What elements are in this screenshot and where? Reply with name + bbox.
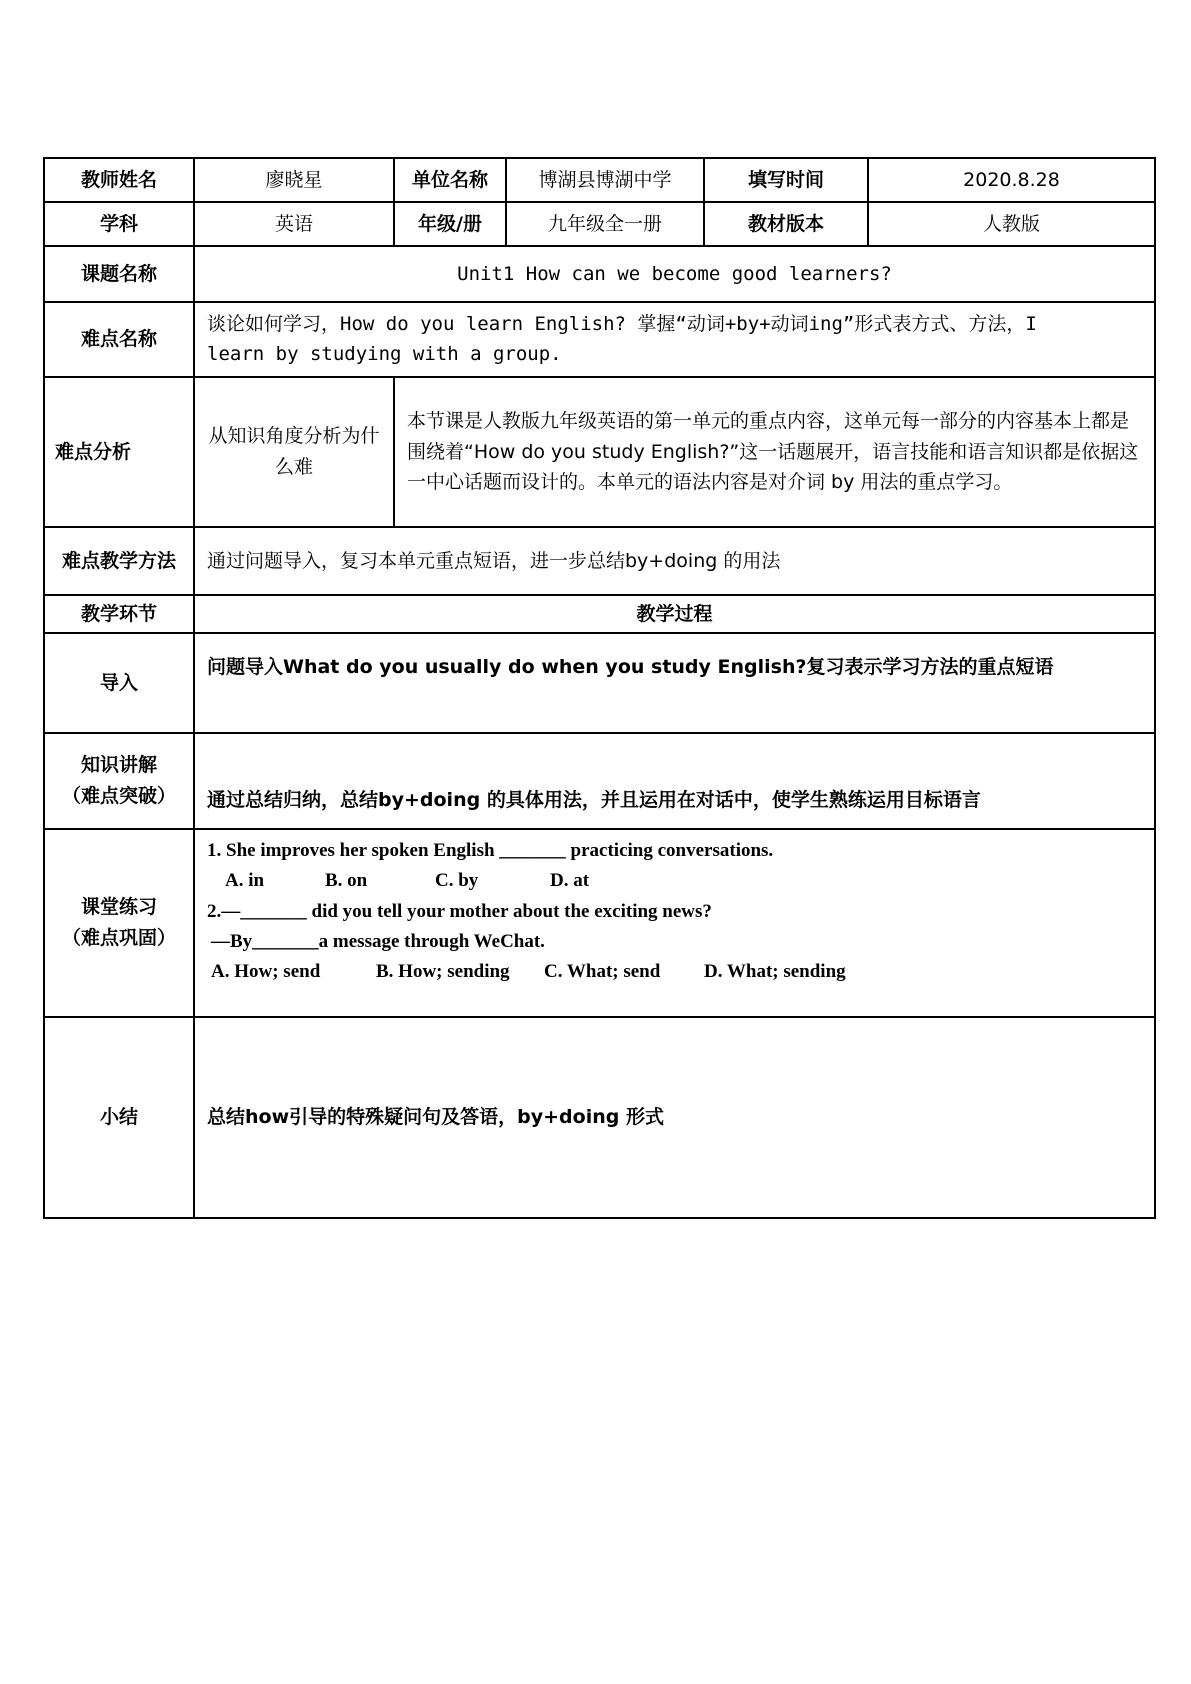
difficulty-line-2: learn by studying with a group. <box>207 343 562 366</box>
teacher-name-value: 廖晓星 <box>194 158 394 202</box>
stage-label: 教学环节 <box>44 595 194 633</box>
q2-option-c: C. What; send <box>544 961 661 983</box>
knowledge-label-line-1: 知识讲解 <box>80 754 157 777</box>
summary-label: 小结 <box>44 1017 194 1218</box>
subject-value: 英语 <box>194 202 394 246</box>
practice-exercises <box>194 829 1155 1017</box>
lesson-plan-document <box>43 157 1154 1211</box>
teacher-name-label: 教师姓名 <box>44 158 194 202</box>
knowledge-row <box>44 733 1155 829</box>
analysis-sub-label: 从知识角度分析为什么难 <box>194 377 394 527</box>
analysis-label: 难点分析 <box>44 377 194 527</box>
knowledge-label <box>44 733 194 829</box>
intro-value: 问题导入What do you usually do when you study English?复习表示学习方法的重点短语 <box>194 633 1155 733</box>
summary-row <box>44 1017 1155 1218</box>
q2-option-d: D. What; sending <box>704 961 846 983</box>
knowledge-label-line-2: （难点突破） <box>61 784 176 807</box>
q1-option-c: C. by <box>435 870 479 892</box>
header-row-2 <box>44 202 1155 246</box>
practice-label-line-1: 课堂练习 <box>80 896 157 919</box>
summary-value: 总结how引导的特殊疑问句及答语，by+doing 形式 <box>194 1017 1155 1218</box>
intro-label: 导入 <box>44 633 194 733</box>
q1-option-d: D. at <box>550 870 590 892</box>
fill-date-value: 2020.8.28 <box>868 158 1155 202</box>
question-2: 2.—_______ did you tell your mother about the exciting news? <box>207 900 712 922</box>
practice-label-line-2: （难点巩固） <box>61 926 176 949</box>
question-1: 1. She improves her spoken English _______ practicing conversations. <box>207 839 774 861</box>
topic-label: 课题名称 <box>44 246 194 302</box>
q1-option-b: B. on <box>325 870 368 892</box>
difficulty-row <box>44 302 1155 377</box>
fill-date-label: 填写时间 <box>704 158 868 202</box>
grade-value: 九年级全一册 <box>506 202 704 246</box>
practice-label <box>44 829 194 1017</box>
difficulty-value <box>194 302 1155 377</box>
process-label: 教学过程 <box>194 595 1155 633</box>
edition-label: 教材版本 <box>704 202 868 246</box>
intro-row <box>44 633 1155 733</box>
analysis-row <box>44 377 1155 527</box>
analysis-value: 本节课是人教版九年级英语的第一单元的重点内容，这单元每一部分的内容基本上都是围绕着“How do you study English?”这一话题展开，语言技能和语言知识都是依据这一中心话题而设计的。本单元的语法内容是对介词 by 用法的重点学习。 <box>394 377 1155 527</box>
practice-row <box>44 829 1155 1017</box>
q1-option-a: A. in <box>225 870 265 892</box>
difficulty-line-1: 谈论如何学习，How do you learn English? 掌握“动词+by+动词ing”形式表方式、方法，I <box>207 313 1037 335</box>
method-row <box>44 527 1155 595</box>
q2-option-b: B. How; sending <box>376 961 510 983</box>
process-header-row <box>44 595 1155 633</box>
subject-label: 学科 <box>44 202 194 246</box>
q2-option-a: A. How; send <box>211 961 321 983</box>
question-1-options <box>207 866 1142 896</box>
question-2-answer: —By_______a message through WeChat. <box>211 930 545 952</box>
school-value: 博湖县博湖中学 <box>506 158 704 202</box>
topic-value: Unit1 How can we become good learners? <box>194 246 1155 302</box>
difficulty-label: 难点名称 <box>44 302 194 377</box>
header-row-1 <box>44 158 1155 202</box>
edition-value: 人教版 <box>868 202 1155 246</box>
topic-row <box>44 246 1155 302</box>
lesson-plan-table <box>43 157 1156 1219</box>
method-value: 通过问题导入，复习本单元重点短语，进一步总结by+doing 的用法 <box>194 527 1155 595</box>
school-label: 单位名称 <box>394 158 506 202</box>
question-2-options <box>207 957 1142 987</box>
knowledge-value: 通过总结归纳，总结by+doing 的具体用法，并且运用在对话中，使学生熟练运用目标语言 <box>194 733 1155 829</box>
grade-label: 年级/册 <box>394 202 506 246</box>
method-label: 难点教学方法 <box>44 527 194 595</box>
